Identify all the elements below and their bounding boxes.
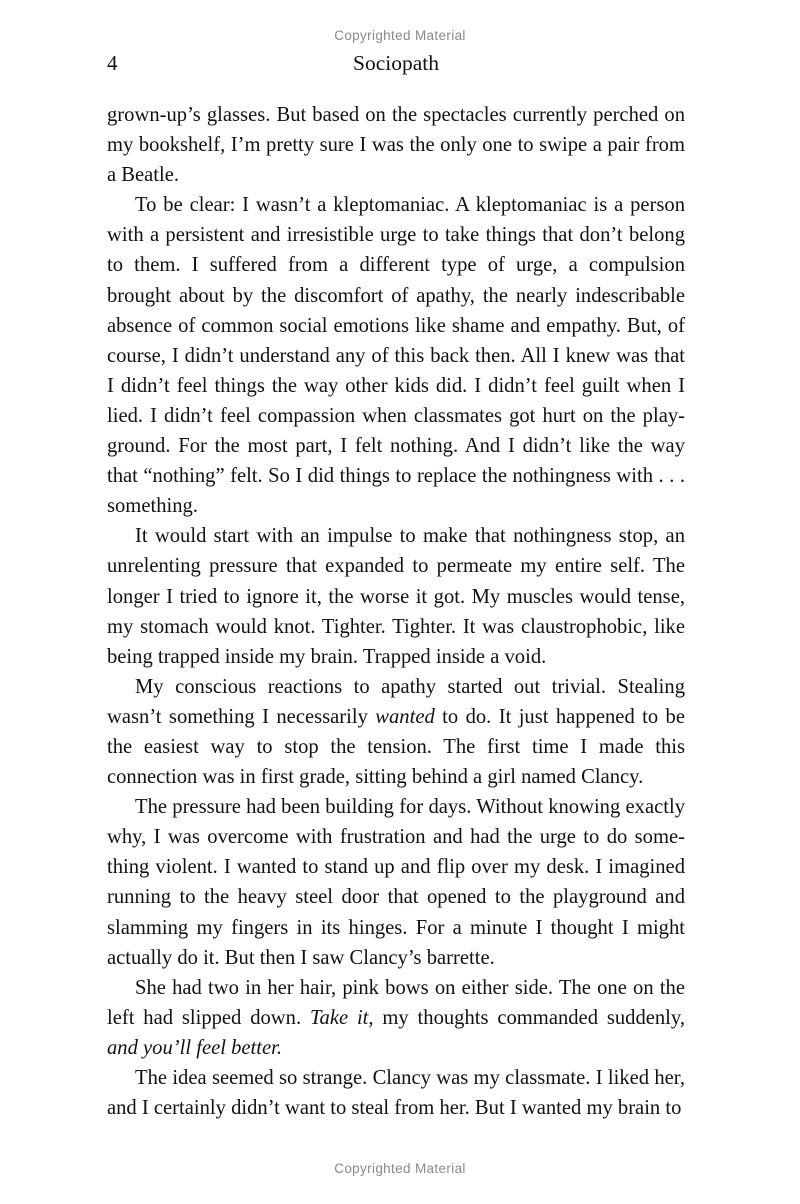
paragraph [107,1063,685,1123]
italic-run: wanted [375,705,435,728]
paragraph [107,973,685,1063]
copyright-watermark-top: Copyrighted Material [334,28,466,43]
text-run: to do. It just happened to be the easiest way to stop the tension. The first time I made this connection was in first grade, sitting behind a girl named Clancy. [107,705,685,789]
italic-run: and you’ll feel better. [107,1036,282,1059]
paragraph [107,521,685,671]
text-run: It would start with an impulse to make that nothingness stop, an unrelenting pressure that expanded to permeate my entire self. The longer I tried to ignore it, the worse it got. My muscles would tense, my stomach would knot. Tighter. Tighter. It was claustrophobic, like being trapped inside my brain. Trapped inside a void. [107,525,685,668]
paragraph [107,672,685,792]
text-run: To be clear: I wasn’t a kleptomaniac. A kleptomaniac is a person with a persistent and irresistible urge to take things that don’t belong to them. I suffered from a different type of urge, a compulsion brought about by the discomfort of apathy, the nearly indescribable absence of common social emotions like shame and empathy. But, of course, I didn’t understand any of this back then. All I knew was that I didn’t feel things the way other kids did. I didn’t feel guilt when I lied. I didn’t feel compassion when classmates got hurt on the playground. For the most part, I felt nothing. And I didn’t like the way that “nothing” felt. So I did things to replace the nothingness with . . . something. [107,194,685,518]
italic-run: Take it [309,1006,369,1029]
text-run: grown-up’s glasses. But based on the spectacles currently perched on my bookshelf, I’m pretty sure I was the only one to swipe a pair from a Beatle. [107,104,685,187]
body-text-block [107,100,685,1123]
paragraph [107,792,685,973]
running-head [107,49,685,77]
paragraph [107,100,685,190]
text-run: The pressure had been building for days. Without knowing exactly why, I was overcome with frustration and had the urge to do something violent. I wanted to stand up and flip over my desk. I imagined running to the heavy steel door that opened to the playground and slamming my fingers in its hinges. For a minute I thought I might actually do it. But then I saw Clancy’s barrette. [107,796,685,969]
text-run: , my thoughts commanded suddenly, [368,1006,686,1029]
text-run: The idea seemed so strange. Clancy was my classmate. I liked her, and I certainly didn’t want to steal from her. But I wanted my brain to [107,1067,685,1120]
copyright-watermark-bottom: Copyrighted Material [334,1161,466,1176]
page-number: 4 [107,51,118,75]
text-run: My conscious reactions to apathy started out trivial. Stealing wasn’t something I necessarily [107,675,685,728]
running-title: Sociopath [353,51,439,75]
text-run: She had two in her hair, pink bows on either side. The one on the left had slipped down. [107,976,685,1029]
paragraph [107,190,685,521]
